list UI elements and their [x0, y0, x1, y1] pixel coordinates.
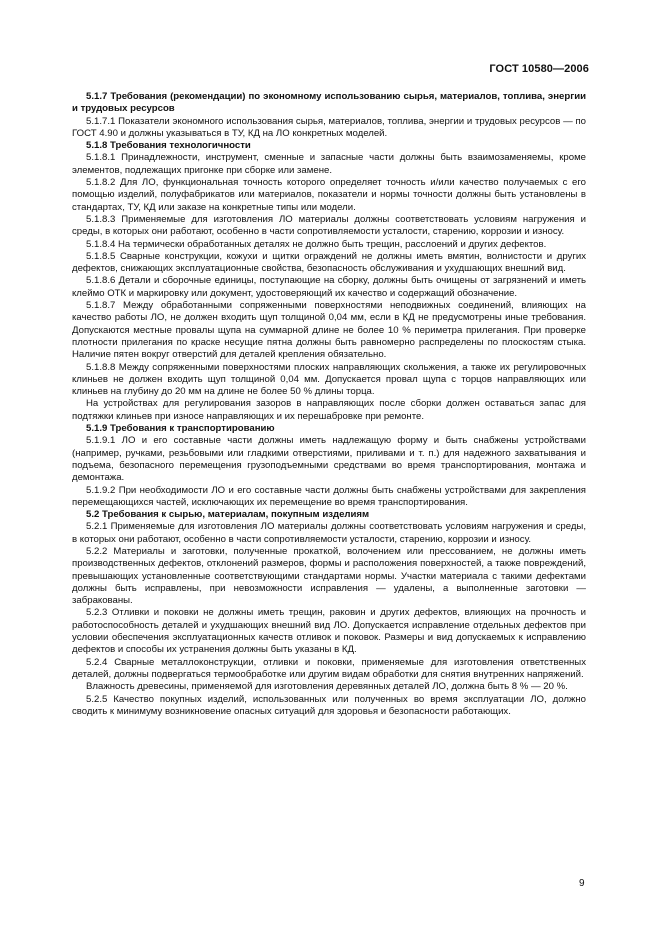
paragraph: 5.1.8.2 Для ЛО, функциональная точность которого определяет точность и/или качество получаемых с его помощью изделий, полуфабрикатов или материалов, показатели и нормы точности должны быть установлены в стандартах, ТУ, КД или заказе на конкретные типы или модели. — [72, 177, 586, 213]
paragraph: 5.1.8.6 Детали и сборочные единицы, поступающие на сборку, должны быть очищены от загрязнений и иметь клеймо ОТК и маркировку или документ, удостоверяющий их качество и содержащий обозначение. — [72, 275, 586, 299]
paragraph: 5.2.5 Качество покупных изделий, использованных или полученных во время эксплуатации ЛО, должно сводить к минимуму возникновение опасных ситуаций для здоровья и безопасности работающих. — [72, 693, 586, 717]
standard-header: ГОСТ 10580—2006 — [489, 63, 589, 75]
paragraph: 5.1.8.7 Между обработанными сопряженными поверхностями неподвижных соединений, влияющих на качество работы ЛО, не должен входить щуп толщиной 0,04 мм, если в КД не предусмотрены иные требования. Допускаются местные провалы щупа на суммарной длине не более 10 % периметра прилегания. При проверке плотности прилегания по краске несущие пятна должны быть равномерно распределены по плоскостям стыка. Наличие пятен вокруг отверстий для деталей крепления обязательно. — [72, 300, 586, 361]
paragraph: 5.2 Требования к сырью, материалам, покупным изделиям — [86, 509, 370, 521]
paragraph: 5.2.2 Материалы и заготовки, полученные прокаткой, волочением или прессованием, не должны иметь производственных дефектов, отклонений размеров, формы и расположения поверхностей, а также повреждений, превышающих установленные соответствующими стандартами нормы. Участки материала с такими дефектами должны быть исправлены, при невозможности исправления — удалены, а выполненные заготовки — забракованы. — [72, 545, 586, 607]
paragraph: 5.1.8.4 На термически обработанных деталях не должно быть трещин, расслоений и других дефектов. — [86, 238, 547, 250]
paragraph: 5.1.9 Требования к транспортированию — [86, 423, 275, 435]
paragraph: 5.2.3 Отливки и поковки не должны иметь трещин, раковин и других дефектов, влияющих на прочность и работоспособность деталей и ухудшающих внешний вид ЛО. Допускается исправление отдельных дефектов при условии обеспечения эксплуатационных качеств отливок и поковок. Размеры и вид допускаемых к исправлению дефектов и способы их устранения должны быть указаны в КД. — [72, 607, 586, 656]
paragraph: 5.1.8.5 Сварные конструкции, кожухи и щитки ограждений не должны иметь вмятин, волнистости и других дефектов, снижающих эксплуатационные свойства, безопасность обслуживания и ухудшающих внешний вид. — [72, 250, 586, 275]
paragraph: 5.1.9.1 ЛО и его составные части должны иметь надлежащую форму и быть снабжены устройствами (например, ручками, резьбовыми или гладкими отверстиями, приливами и т. п.) для надежного захватывания и подъема, безопасного перемещения грузоподъемными средствами во время транспортирования, монтажа и демонтажа. — [72, 435, 586, 484]
paragraph: Влажность древесины, применяемой для изготовления деревянных деталей ЛО, должна быть 8 % — 20 %. — [86, 681, 568, 693]
paragraph: 5.1.8.8 Между сопряженными поверхностями плоских направляющих скольжения, а также их регулировочных клиньев не должен входить щуп толщиной 0,04 мм. Допускается провал щупа с торцов направляющих или клиньев на глубину до 20 мм на длине не более 50 % длины торца. — [72, 361, 586, 398]
paragraph: 5.1.7.1 Показатели экономного использования сырья, материалов, топлива, энергии и трудовых ресурсов — по ГОСТ 4.90 и должны указываться в ТУ, КД на ЛО конкретных моделей. — [72, 115, 586, 139]
paragraph: 5.1.8.3 Применяемые для изготовления ЛО материалы должны соответствовать условиям нагружения и среды, в которых они работают, особенно в части сопротивляемости усталости, старению, коррозии и износу. — [72, 213, 586, 238]
page-number: 9 — [579, 878, 585, 889]
paragraph: 5.1.8.1 Принадлежности, инструмент, сменные и запасные части должны быть взаимозаменяемы, кроме элементов, подлежащих пригонке при сборке или замене. — [72, 152, 586, 176]
paragraph: На устройствах для регулирования зазоров в направляющих после сборки должен оставаться запас для подтяжки клиньев при износе направляющих и их перешабровке при ремонте. — [72, 398, 586, 422]
paragraph: 5.1.8 Требования технологичности — [86, 140, 251, 152]
paragraph: 5.2.1 Применяемые для изготовления ЛО материалы должны соответствовать условиям нагружения и среды, в которых они работают, особенно в части сопротивляемости усталости, старению, коррозии и износу. — [72, 521, 586, 545]
paragraph: 5.1.7 Требования (рекомендации) по экономному использованию сырья, материалов, топлива, энергии и трудовых ресурсов — [72, 91, 586, 115]
paragraph: 5.1.9.2 При необходимости ЛО и его составные части должны быть снабжены устройствами для закрепления перемещающихся частей, исключающих их перемещение во время транспортирования. — [72, 484, 586, 508]
paragraph: 5.2.4 Сварные металлоконструкции, отливки и поковки, применяемые для изготовления ответственных деталей, должны подвергаться термообработке или другим видам обработки для снятия внутренних напряжений. — [72, 656, 586, 680]
page-content — [72, 91, 586, 718]
